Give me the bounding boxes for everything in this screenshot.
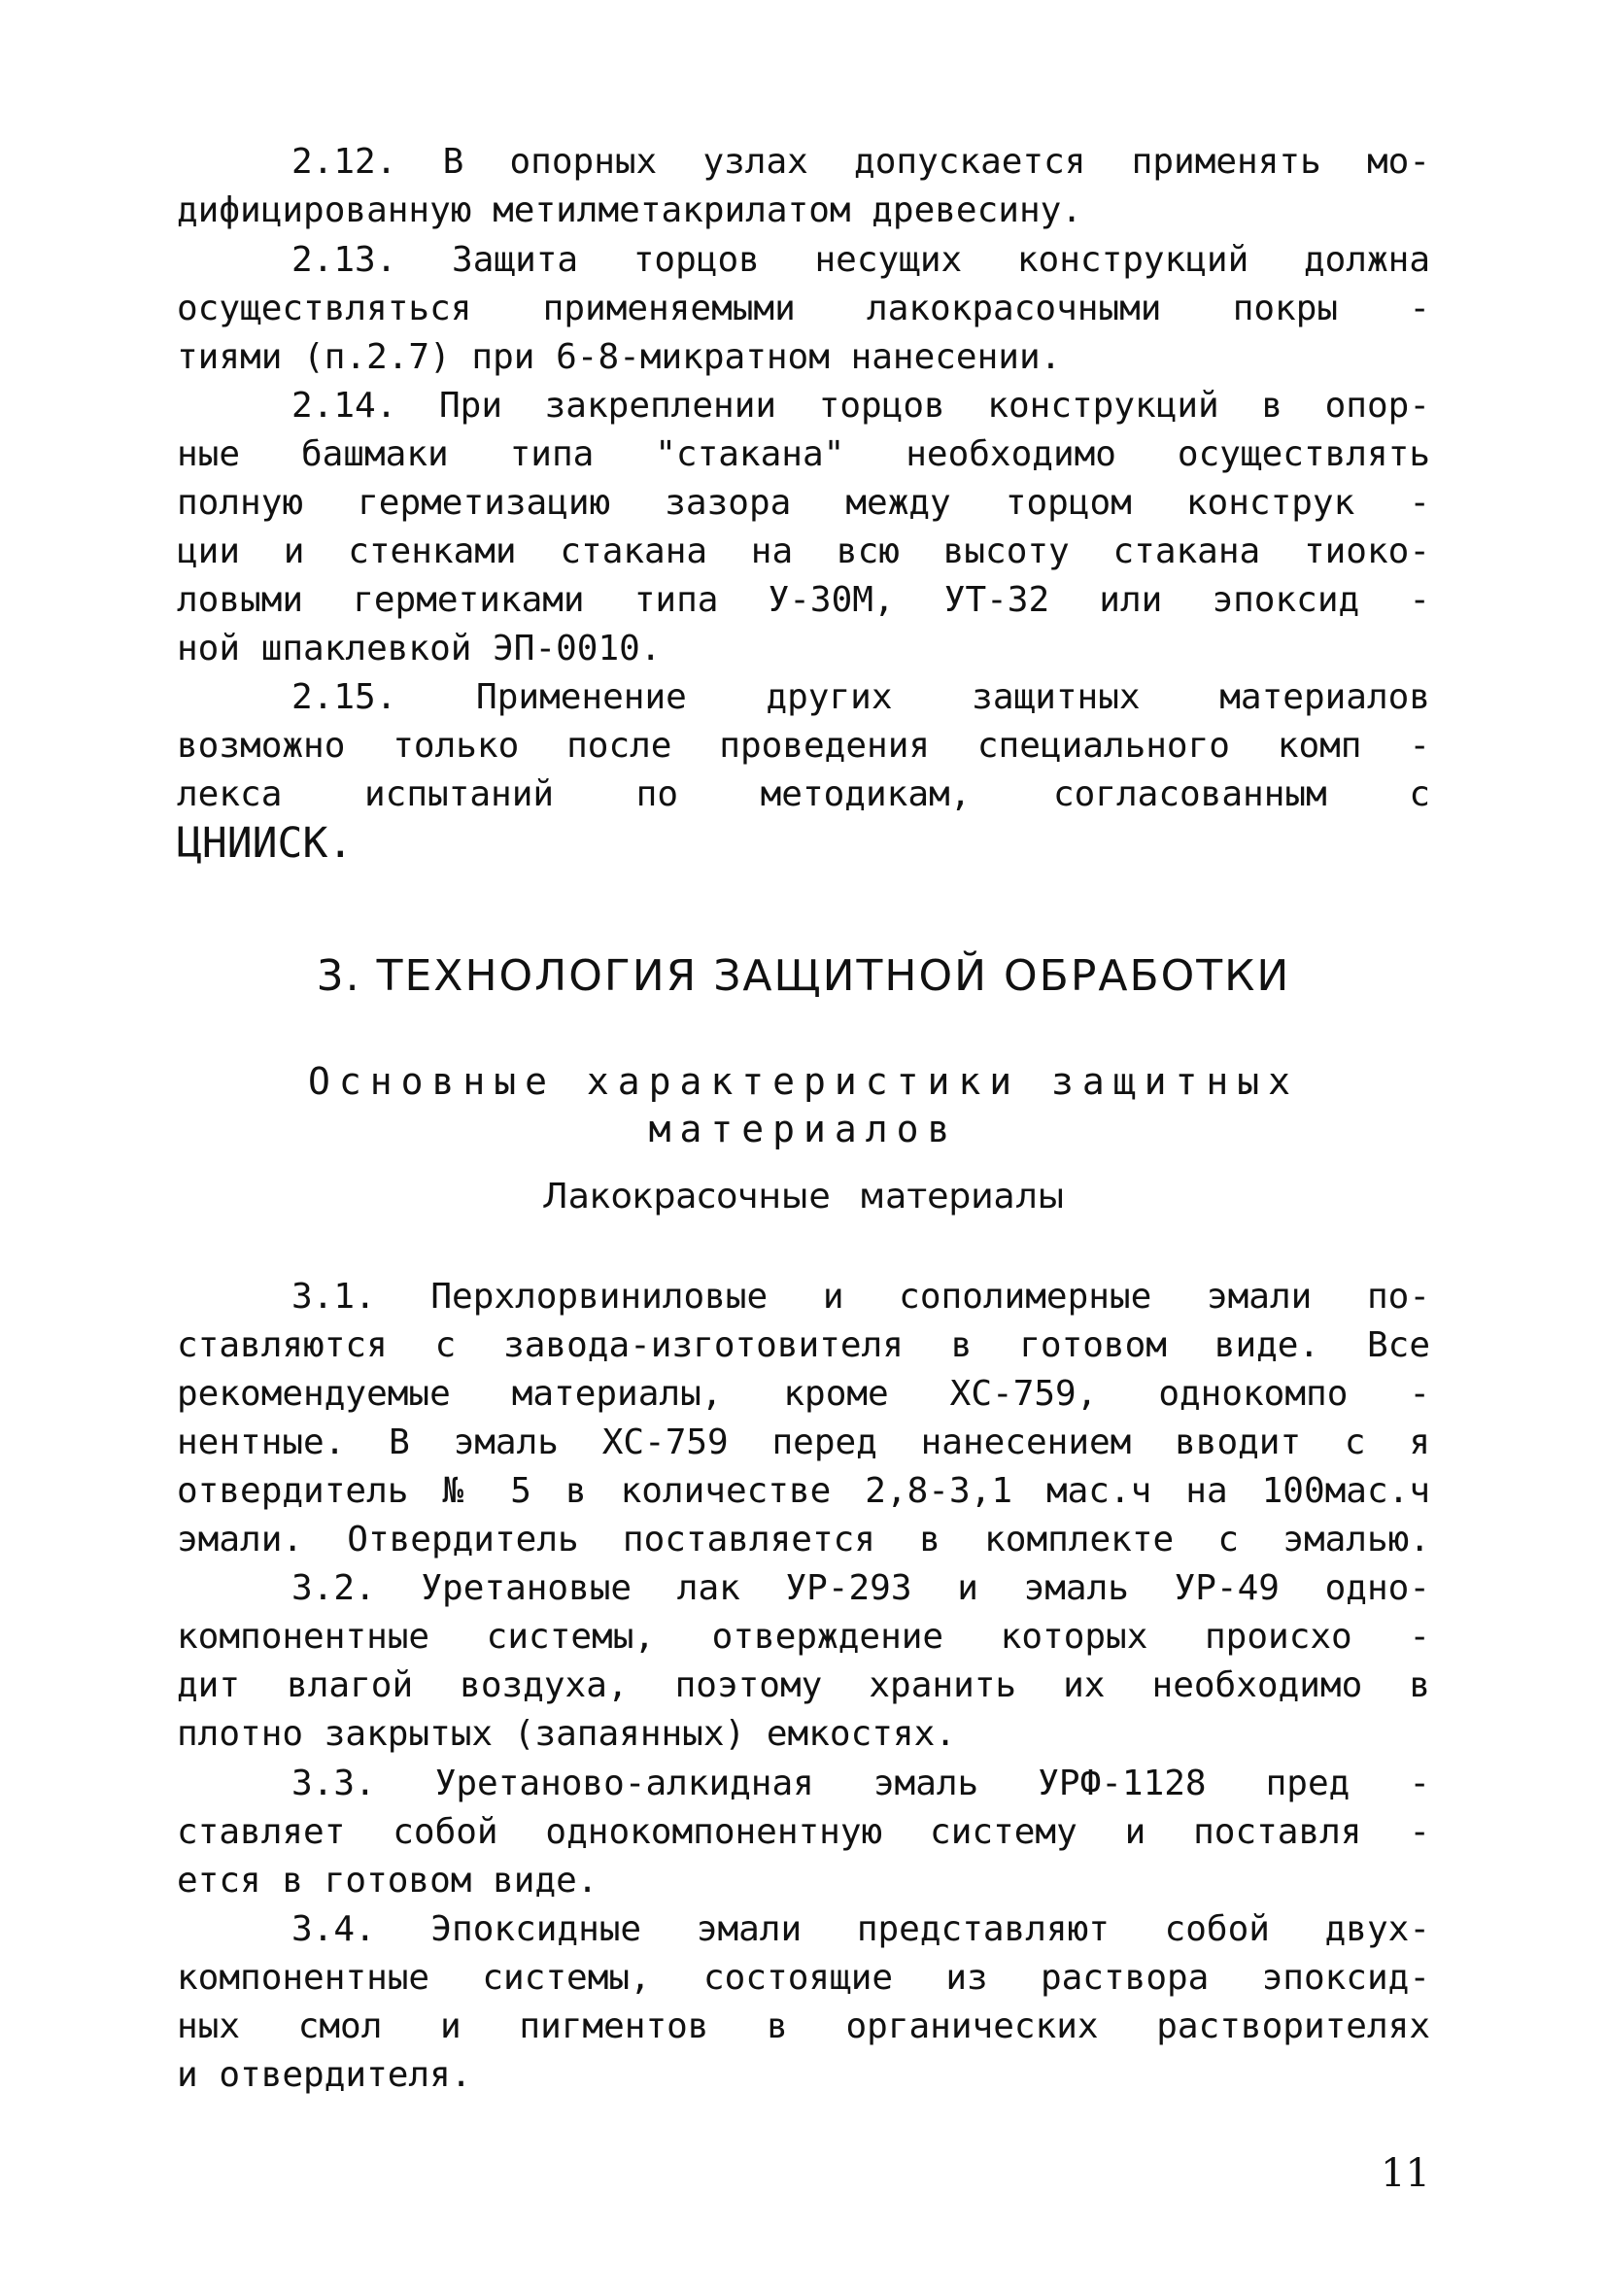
text-line: ции и стенками стакана на всю высоту стакана тиоко-: [177, 531, 1430, 571]
text-line: рекомендуемые материалы, кроме ХС-759, однокомпо -: [177, 1374, 1430, 1414]
text-line: 2.14. При закреплении торцов конструкций в опор-: [291, 386, 1430, 426]
text-line: ЦНИИСК.: [177, 819, 354, 868]
text-line: и отвердителя.: [177, 2055, 472, 2095]
text-line: ных смол и пигментов в органических растворителях: [177, 2006, 1430, 2046]
text-line: плотно закрытых (запаянных) емкостях.: [177, 1714, 956, 1754]
text-line: компонентные системы, отверждение которых происхо -: [177, 1617, 1430, 1657]
text-line: нентные. В эмаль ХС-759 перед нанесением вводит с я: [177, 1422, 1430, 1462]
text-line: тиями (п.2.7) при 6-8-микратном нанесении.: [177, 337, 1062, 377]
text-line: 3.2. Уретановые лак УР-293 и эмаль УР-49 одно-: [291, 1568, 1430, 1608]
text-line: осуществляться применяемыми лакокрасочными покры -: [177, 289, 1430, 328]
text-line: лекса испытаний по методикам, согласованным с: [177, 774, 1430, 814]
text-line: ной шпаклевкой ЭП-0010.: [177, 629, 662, 668]
subheading: Основные характеристики защитных: [307, 1060, 1300, 1103]
text-line: ставляет собой однокомпонентную систему и поставля -: [177, 1812, 1430, 1852]
text-line: возможно только после проведения специального комп -: [177, 726, 1430, 766]
text-line: эмали. Отвердитель поставляется в комплекте с эмалью.: [177, 1520, 1430, 1559]
text-line: ставляются с завода-изготовителя в готовом виде. Все: [177, 1325, 1430, 1365]
text-line: 2.13. Защита торцов несущих конструкций должна: [291, 240, 1430, 280]
text-line: компонентные системы, состоящие из раствора эпоксид-: [177, 1958, 1430, 1998]
text-line: 2.12. В опорных узлах допускается применять мо-: [291, 142, 1430, 182]
text-line: отвердитель № 5 в количестве 2,8-3,1 мас.ч на 100мас.ч: [177, 1471, 1430, 1511]
text-line: дифицированную метилметакрилатом древесину.: [177, 190, 1082, 230]
text-line: ные башмаки типа "стакана" необходимо осуществлять: [177, 434, 1430, 474]
text-line: 2.15. Применение других защитных материалов: [291, 677, 1430, 717]
text-line: 3.4. Эпоксидные эмали представляют собой двух-: [291, 1909, 1430, 1949]
page-number: 11: [1381, 2151, 1430, 2196]
text-line: полную герметизацию зазора между торцом конструк -: [177, 483, 1430, 523]
subsection-title: Лакокрасочные материалы: [541, 1177, 1066, 1217]
text-line: ется в готовом виде.: [177, 1861, 598, 1901]
text-line: 3.3. Уретаново-алкидная эмаль УРФ-1128 пред -: [291, 1764, 1430, 1803]
text-line: дит влагой воздуха, поэтому хранить их необходимо в: [177, 1665, 1430, 1705]
text-line: 3.1. Перхлорвиниловые и сополимерные эмали по-: [291, 1277, 1430, 1317]
text-line: ловыми герметиками типа У-30М, УТ-32 или эпоксид -: [177, 580, 1430, 620]
chapter-title: 3. ТЕХНОЛОГИЯ ЗАЩИТНОЙ ОБРАБОТКИ: [316, 951, 1291, 1001]
subheading-continued: материалов: [648, 1108, 959, 1150]
